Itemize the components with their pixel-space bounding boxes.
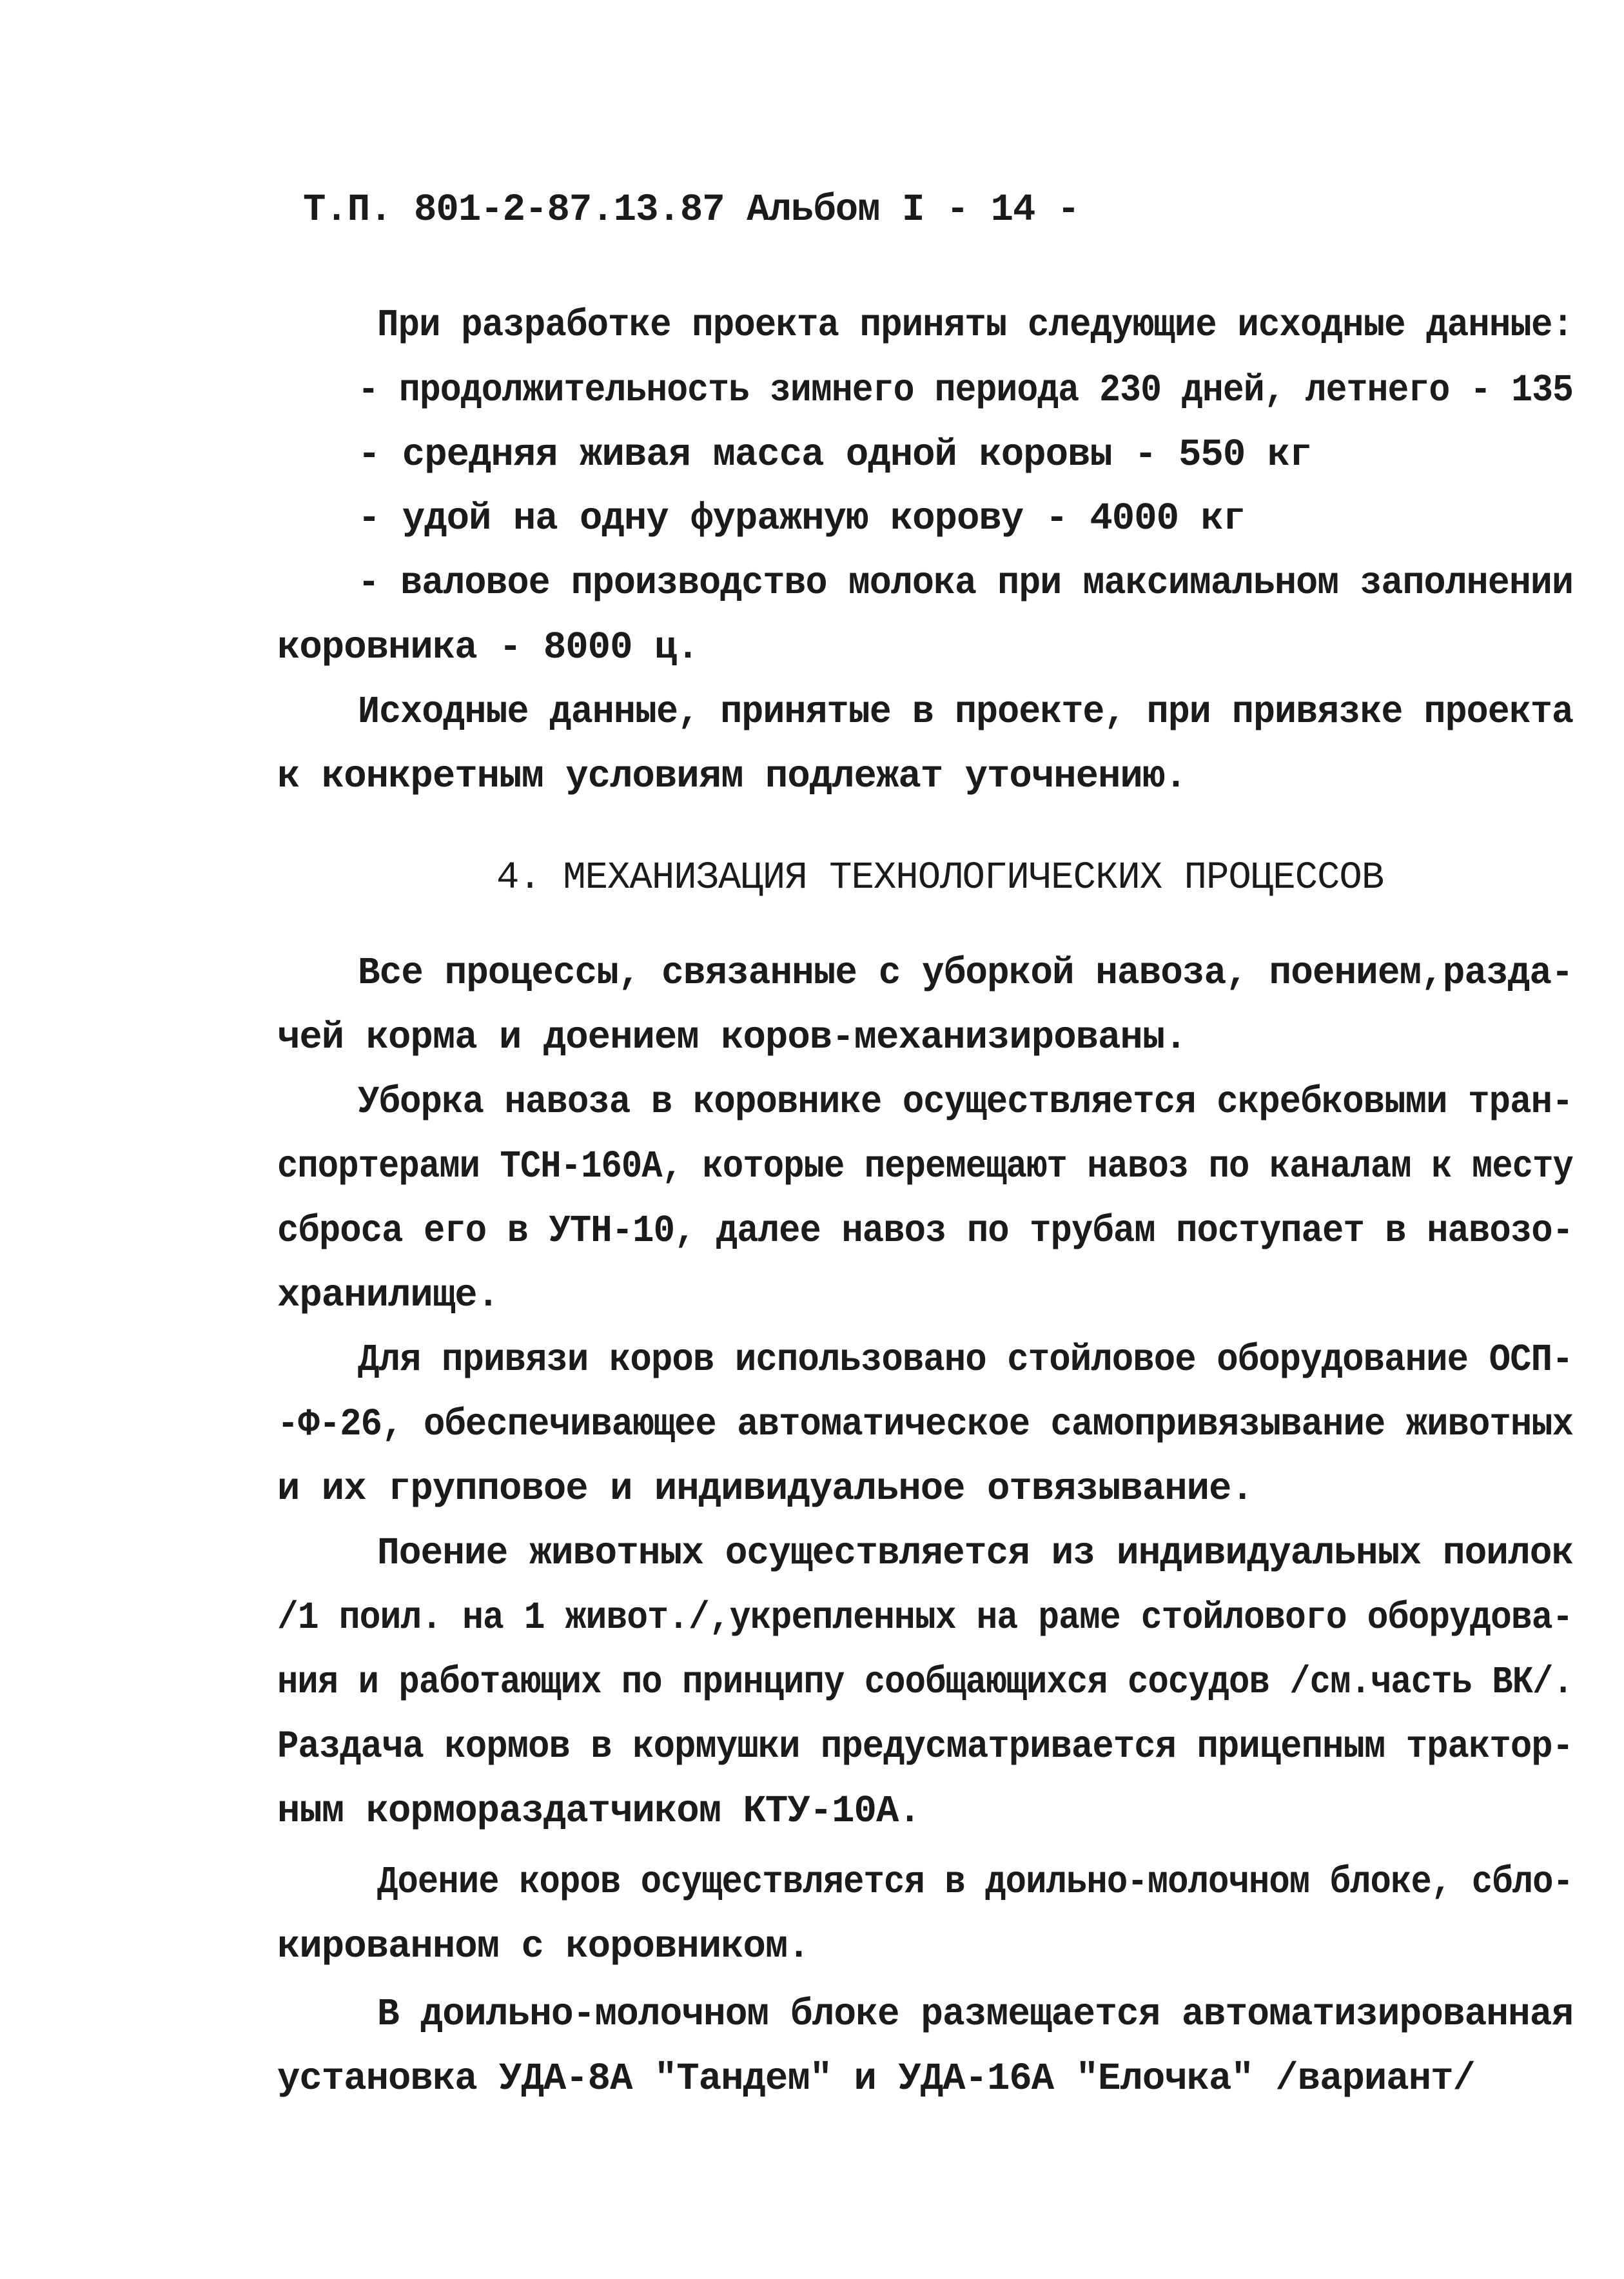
body-line: кированном с коровником.: [277, 1925, 810, 1968]
intro-line: - средняя живая масса одной коровы - 550 кг: [358, 433, 1312, 476]
body-line: ным кормораздатчиком КТУ-10А.: [277, 1790, 921, 1833]
intro-line: Исходные данные, принятые в проекте, при привязке проекта: [358, 690, 1574, 734]
body-line: сброса его в УТН-10, далее навоз по трубам поступает в навозо-: [277, 1209, 1574, 1253]
body-line: /1 поил. на 1 живот./,укрепленных на раме стойлового оборудова-: [277, 1596, 1573, 1639]
intro-line: к конкретным условиям подлежат уточнению.: [277, 755, 1187, 798]
body-line: В доильно-молочном блоке размещается автоматизированная: [377, 1993, 1574, 2036]
body-line: ния и работающих по принципу сообщающихся сосудов /см.часть ВК/.: [277, 1661, 1573, 1704]
body-line: Все процессы, связанные с уборкой навоза, поением,разда-: [358, 952, 1573, 995]
body-line: установка УДА-8А "Тандем" и УДА-16А "Елочка" /вариант/: [277, 2057, 1475, 2100]
section-title: 4. МЕХАНИЗАЦИЯ ТЕХНОЛОГИЧЕСКИХ ПРОЦЕССОВ: [496, 856, 1384, 899]
intro-line: - валовое производство молока при максимальном заполнении: [358, 562, 1574, 605]
body-line: чей корма и доением коров-механизированы.: [277, 1016, 1187, 1059]
page-header: Т.П. 801-2-87.13.87 Альбом I - 14 -: [303, 188, 1080, 231]
intro-line: - удой на одну фуражную корову - 4000 кг: [358, 497, 1246, 540]
body-line: хранилище.: [277, 1274, 500, 1317]
intro-line: - продолжительность зимнего периода 230 дней, летнего - 135: [358, 369, 1574, 412]
body-line: Уборка навоза в коровнике осуществляется скребковыми тран-: [358, 1081, 1573, 1124]
body-line: и их групповое и индивидуальное отвязывание.: [277, 1467, 1253, 1511]
intro-line: При разработке проекта приняты следующие исходные данные:: [377, 304, 1574, 347]
body-line: Для привязи коров использовано стойловое оборудование ОСП-: [358, 1338, 1573, 1382]
body-line: спортерами ТСН-160А, которые перемещают навоз по каналам к месту: [277, 1145, 1573, 1188]
body-line: Доение коров осуществляется в доильно-молочном блоке, сбло-: [377, 1861, 1573, 1904]
body-line: Поение животных осуществляется из индивидуальных поилок: [377, 1532, 1574, 1575]
intro-line: коровника - 8000 ц.: [277, 626, 699, 669]
body-line: -Ф-26, обеспечивающее автоматическое самопривязывание животных: [277, 1403, 1574, 1446]
body-line: Раздача кормов в кормушки предусматривается прицепным трактор-: [277, 1725, 1574, 1768]
